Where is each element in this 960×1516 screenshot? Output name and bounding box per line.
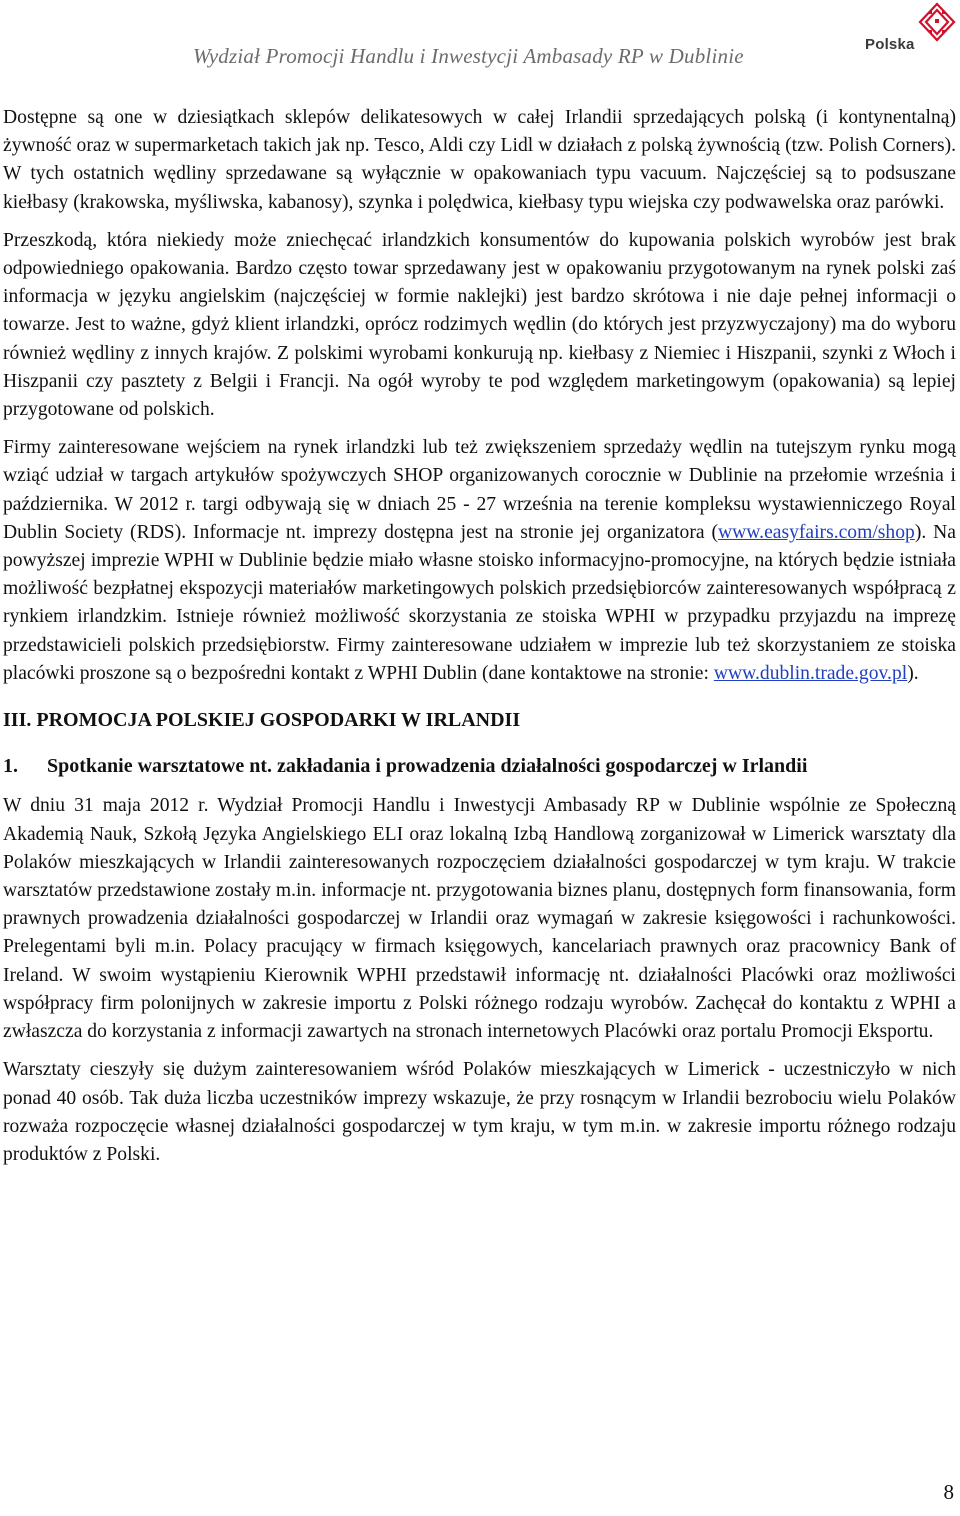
section-heading: III. PROMOCJA POLSKIEJ GOSPODARKI W IRLANDII — [3, 709, 521, 732]
paragraph-workshop-interest: Warsztaty cieszyły się dużym zainteresowaniem wśród Polaków mieszkających w Limerick - uczestniczyło w nich ponad 40 osób. Tak duża liczba uczestników imprezy wskazuje, że przy rosnącym w Irlandii bezrobociu wielu Polaków rozważa rozpoczęcie własnej działalności gospodarczej w tym kraju, w tym m.in. w zakresie importu różnego rodzaju produktów z Polski. — [3, 1059, 956, 1165]
paragraph-text: ). — [907, 662, 919, 684]
polska-logo-icon — [918, 2, 956, 42]
page-header — [0, 0, 960, 80]
logo-text: Polska — [865, 36, 915, 53]
paragraph-trade-fair — [3, 434, 956, 688]
paragraph-text: Firmy zainteresowane wejściem na rynek irlandzki lub też zwiększeniem sprzedaży wędlin na tutejszym rynku mogą wziąć udział w targach artykułów spożywczych SHOP organizowanych corocznie w Dublinie na przełomie września i października. W 2012 r. targi odbywają się w dniach 25 - 27 września na terenie kompleksu wystawienniczego Royal Dublin Society (RDS). Informacje nt. imprezy dostępna jest na stronie jej organizatora ( — [3, 437, 956, 543]
document-body — [3, 104, 956, 1179]
polska-logo — [862, 2, 958, 64]
paragraph-packaging: Przeszkodą, która niekiedy może zniechęcać irlandzkich konsumentów do kupowania polskich wyrobów jest brak odpowiedniego opakowania. Bardzo często towar sprzedawany jest w opakowaniu przygotowanym na rynek polski zaś informacja w języku angielskim (najczęściej w formie naklejki) jest bardzo skrótowa i nie daje pełnej informacji o towarze. Jest to ważne, gdyż klient irlandzki, oprócz rodzimych wędlin (do których jest przyzwyczajony) ma do wyboru również wędliny z innych krajów. Z polskimi wyrobami konkurują np. kiełbasy z Niemiec i Hiszpanii, szynki z Włoch i Hiszpanii czy pasztety z Belgii i Francji. Na ogół wyroby te pod względem marketingowym (opakowania) są lepiej przygotowane od polskich. — [3, 229, 956, 421]
paragraph-text: ). Na powyższej imprezie WPHI w Dublinie będzie miało własne stoisko informacyjno-promocyjne, na których będzie istniała możliwość bezpłatnej ekspozycji materiałów marketingowych polskich przedsiębiorców zainteresowanych współpracą z rynkiem irlandzkim. Istnieje również możliwość skorzystania ze stoiska WPHI w przypadku przyjazdu na imprezę przedstawicieli polskich przedsiębiorstw. Firmy zainteresowane udziałem w imprezie lub też skorzystaniem ze stoiska placówki proszone są o bezpośredni kontakt z WPHI Dublin (dane kontaktowe na stronie: — [3, 521, 957, 684]
subsection-title: Spotkanie warsztatowe nt. zakładania i prowadzenia działalności gospodarczej w Irlandii — [47, 755, 808, 778]
page-number: 8 — [943, 1480, 954, 1504]
subsection-heading — [3, 752, 956, 780]
dublin-trade-link[interactable]: www.dublin.trade.gov.pl — [713, 662, 908, 684]
easyfairs-link[interactable]: www.easyfairs.com/shop — [718, 521, 915, 543]
paragraph-workshop: W dniu 31 maja 2012 r. Wydział Promocji Handlu i Inwestycji Ambasady RP w Dublinie wspólnie ze Społeczną Akademią Nauk, Szkołą Języka Angielskiego ELI oraz lokalną Izbą Handlową zorganizował w Limerick warsztaty dla Polaków mieszkających w Irlandii zainteresowanych rozpoczęciem działalności gospodarczej w tym kraju. W trakcie warsztatów przedstawione zostały m.in. informacje nt. przygotowania biznes planu, dostępnych form finansowania, form prawnych prowadzenia działalności gospodarczej w Irlandii oraz wymagań w zakresie księgowości i rachunkowości. Prelegentami byli m.in. Polacy pracujący w firmach księgowych, kancelariach prawnych oraz pracownicy Bank of Ireland. W swoim wystąpieniu Kierownik WPHI przedstawił informację nt. działalności Placówki oraz możliwości współpracy firm polonijnych w zakresie importu z Polski różnego rodzaju wyrobów. Zachęcał do kontaktu z WPHI a zwłaszcza do korzystania z informacji zawartych na stronach internetowych Placówki oraz portalu Promocji Eksportu. — [3, 795, 956, 1043]
paragraph-delicatessen: Dostępne są one w dziesiątkach sklepów delikatesowych w całej Irlandii sprzedających polską (i kontynentalną) żywność oraz w supermarketach takich jak np. Tesco, Aldi czy Lidl w działach z polską żywnością (tzw. Polish Corners). W tych ostatnich wędliny sprzedawane są wyłącznie w opakowaniach typu vacuum. Najczęściej są to podsuszane kiełbasy (krakowska, myśliwska, kabanosy), szynka i polędwica, kiełbasy typu wiejska czy podwawelska oraz parówki. — [3, 107, 956, 213]
header-title: Wydział Promocji Handlu i Inwestycji Ambasady RP w Dublinie — [193, 44, 744, 68]
subsection-number: 1. — [3, 755, 18, 778]
